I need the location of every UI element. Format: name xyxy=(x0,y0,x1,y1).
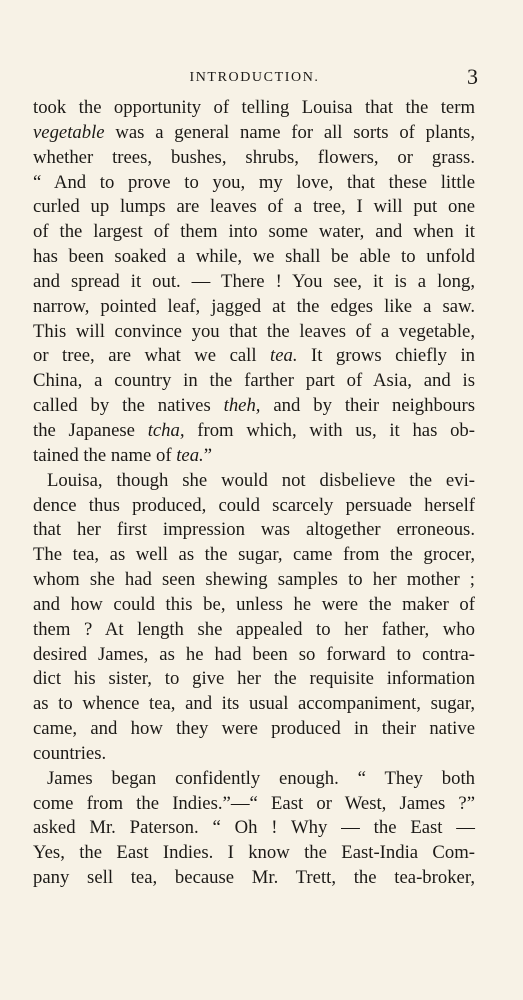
text-line xyxy=(33,444,475,469)
text-run: James began confidently enough. “ They both xyxy=(47,767,475,789)
text-run: narrow, pointed leaf, jagged at the edges like a saw. xyxy=(33,295,475,317)
text-line xyxy=(33,593,475,618)
text-run: took the opportunity of telling Louisa that the term xyxy=(33,97,475,118)
page-number: 3 xyxy=(467,64,478,89)
text-line xyxy=(33,121,475,146)
text-run: them ? At length she appealed to her father, who xyxy=(33,618,475,640)
text-run: ” xyxy=(203,444,213,466)
text-line xyxy=(33,344,475,369)
text-run: curled up lumps are leaves of a tree, I will put one xyxy=(33,196,475,218)
text-line xyxy=(33,667,475,692)
text-run: and by their neighbours xyxy=(260,395,475,417)
text-run: Yes, the East Indies. I know the East-India Com- xyxy=(33,842,475,864)
text-run: and how could this be, unless he were the maker of xyxy=(33,593,475,615)
text-run: or tree, are what we call xyxy=(33,345,271,367)
text-run: countries. xyxy=(33,742,107,764)
text-line xyxy=(33,692,475,717)
text-line xyxy=(33,543,475,568)
text-run: was a general name for all sorts of plants, xyxy=(104,121,475,143)
italic-text: vegetable xyxy=(33,121,105,143)
text-line xyxy=(33,96,475,121)
italic-text: tcha, xyxy=(147,419,185,441)
text-run: the Japanese xyxy=(33,419,148,441)
page-header xyxy=(33,66,476,92)
text-run: from which, with us, it has ob- xyxy=(184,419,475,441)
text-run: Louisa, though she would not disbelieve the evi- xyxy=(47,469,475,491)
text-line xyxy=(33,469,475,494)
text-run: dict his sister, to give her the requisite information xyxy=(33,668,475,690)
text-run: dence thus produced, could scarcely persuade herself xyxy=(33,494,475,516)
text-line xyxy=(33,767,475,792)
text-line xyxy=(33,643,475,668)
text-run: as to whence tea, and its usual accompaniment, sugar, xyxy=(33,693,475,715)
text-run: came, and how they were produced in their native xyxy=(33,718,475,740)
text-run: called by the natives xyxy=(33,395,224,417)
text-run: The tea, as well as the sugar, came from the grocer, xyxy=(33,544,475,566)
text-run: whether trees, bushes, shrubs, flowers, or grass. xyxy=(33,146,475,168)
text-line xyxy=(33,394,475,419)
text-line xyxy=(33,568,475,593)
text-line xyxy=(33,742,475,767)
text-line xyxy=(33,866,475,891)
text-run: of the largest of them into some water, and when it xyxy=(33,221,475,243)
text-line xyxy=(33,494,475,519)
text-line xyxy=(33,518,475,543)
text-line xyxy=(33,816,475,841)
text-run: pany sell tea, because Mr. Trett, the tea-broker, xyxy=(33,867,475,889)
italic-text: tea. xyxy=(270,345,298,367)
text-run: whom she had seen shewing samples to her mother ; xyxy=(33,569,475,591)
text-line xyxy=(33,195,475,220)
text-run: “ And to prove to you, my love, that these little xyxy=(33,171,475,193)
text-line xyxy=(33,320,475,345)
text-line xyxy=(33,841,475,866)
text-run: It grows chiefly in xyxy=(297,345,475,367)
text-run: desired James, as he had been so forward to contra- xyxy=(33,643,475,665)
text-run: This will convince you that the leaves of a vegetable, xyxy=(33,320,475,342)
text-line xyxy=(33,220,475,245)
text-run: come from the Indies.”—“ East or West, James ?” xyxy=(33,792,475,814)
text-line xyxy=(33,717,475,742)
text-run: asked Mr. Paterson. “ Oh ! Why — the East — xyxy=(33,817,475,839)
text-run: and spread it out. — There ! You see, it is a long, xyxy=(33,270,475,292)
text-line xyxy=(33,792,475,817)
text-line xyxy=(33,295,475,320)
italic-text: theh, xyxy=(223,395,261,417)
text-run: that her first impression was altogether erroneous. xyxy=(33,519,475,541)
text-line xyxy=(33,270,475,295)
text-run: has been soaked a while, we shall be able to unfold xyxy=(33,246,475,268)
text-line xyxy=(33,171,475,196)
text-line xyxy=(33,419,475,444)
text-line xyxy=(33,245,475,270)
text-line xyxy=(33,618,475,643)
text-line xyxy=(33,369,475,394)
body-text xyxy=(33,96,475,891)
italic-text: tea. xyxy=(176,444,204,466)
text-line xyxy=(33,146,475,171)
text-run: tained the name of xyxy=(33,444,177,466)
running-head: INTRODUCTION. xyxy=(189,70,320,85)
text-run: China, a country in the farther part of Asia, and is xyxy=(33,370,475,392)
